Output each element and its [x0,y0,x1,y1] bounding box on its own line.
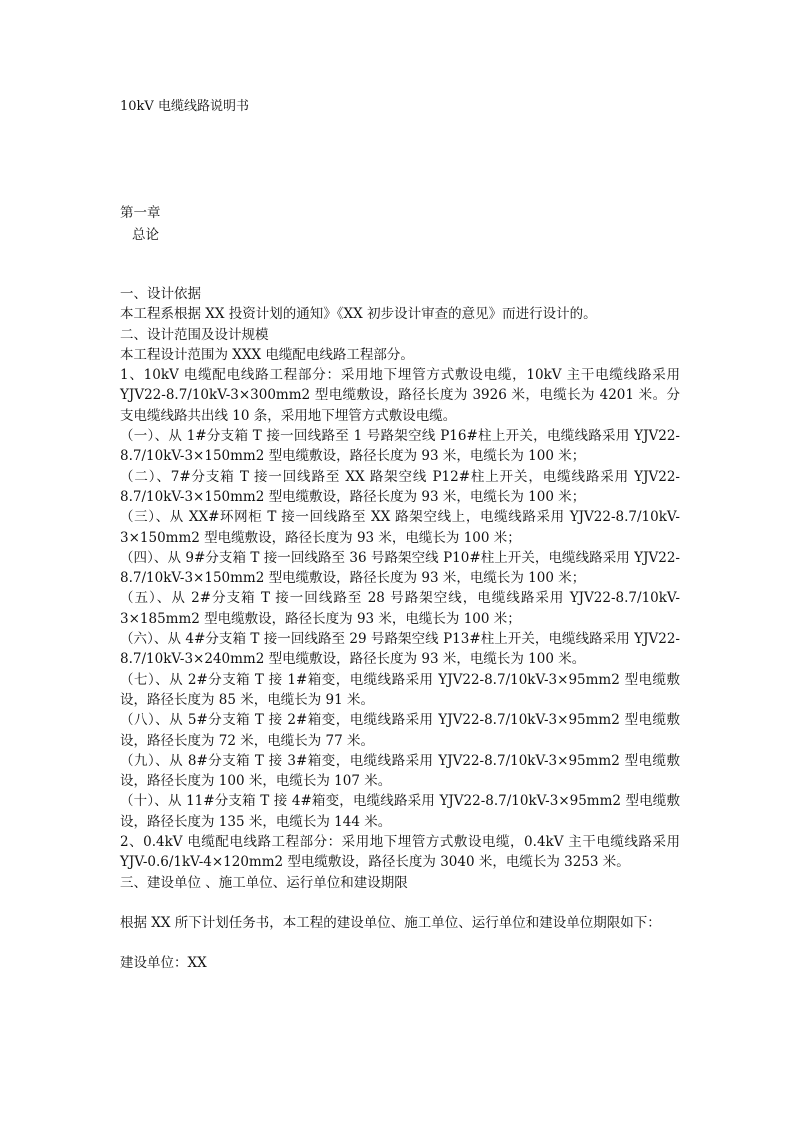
branch-item-1: （一）、从 1#分支箱 T 接一回线路至 1 号路架空线 P16#柱上开关，电缆线路采用 YJV22-8.7/10kV-3×150mm2 型电缆敷设，路径长度为 93 米，电缆长为 100 米； [120,428,680,465]
document-title: 10kV 电缆线路说明书 [120,99,249,114]
units-paragraph: 根据 XX 所下计划任务书，本工程的建设单位、施工单位、运行单位和建设单位期限如下： [120,914,661,931]
branch-item-6: （六）、从 4#分支箱 T 接一回线路至 29 号路架空线 P13#柱上开关，电缆线路采用 YJV22-8.7/10kV-3×240mm2 型电缆敷设，路径长度为 93 米，电缆长为 100 米。 [120,631,680,668]
branch-item-10: （十）、从 11#分支箱 T 接 4#箱变，电缆线路采用 YJV22-8.7/10kV-3×95mm2 型电缆敷设，路径长度为 135 米，电缆长为 144 米。 [120,793,680,830]
construction-unit: 建设单位：XX [120,955,207,972]
spacer [120,933,680,953]
spacer [120,893,680,913]
branch-item-2: （二）、7#分支箱 T 接一回线路至 XX 路架空线 P12#柱上开关，电缆线路采用 YJV22-8.7/10kV-3×150mm2 型电缆敷设，路径长度为 93 米，电缆长为 100 米； [120,468,680,505]
scope-item-10kv: 1、10kV 电缆配电线路工程部分：采用地下埋管方式敷设电缆，10kV 主干电缆线路采用 YJV22-8.7/10kV-3×300mm2 型电缆敷设，路径长度为 3926 米，电缆长为 4201 米。分支电缆线路共出线 10 条，采用地下埋管方式敷设电缆。 [120,367,680,424]
scope-item-04kv: 2、0.4kV 电缆配电线路工程部分：采用地下埋管方式敷设电缆，0.4kV 主干电缆线路采用 YJV-0.6/1kV-4×120mm2 型电缆敷设，路径长度为 3040 米，电缆长为 3253 米。 [120,834,680,871]
document-body [120,284,680,974]
branch-item-7: （七）、从 2#分支箱 T 接 1#箱变，电缆线路采用 YJV22-8.7/10kV-3×95mm2 型电缆敷设，路径长度为 85 米，电缆长为 91 米。 [120,671,680,708]
scope-paragraph: 本工程设计范围为 XXX 电缆配电线路工程部分。 [120,346,414,363]
branch-item-9: （九）、从 8#分支箱 T 接 3#箱变，电缆线路采用 YJV22-8.7/10kV-3×95mm2 型电缆敷设，路径长度为 100 米，电缆长为 107 米。 [120,752,680,790]
section-heading-basis: 一、设计依据 [120,286,201,302]
chapter-heading: 第一章 [120,205,161,221]
branch-item-8: （八）、从 5#分支箱 T 接 2#箱变，电缆线路采用 YJV22-8.7/10kV-3×95mm2 型电缆敷设，路径长度为 72 米，电缆长为 77 米。 [120,712,680,749]
branch-item-3: （三）、从 XX#环网柜 T 接一回线路至 XX 路架空线上，电缆线路采用 YJV22-8.7/10kV-3×150mm2 型电缆敷设，路径长度为 93 米，电缆长为 100 米； [120,509,680,546]
section-heading-scope: 二、设计范围及设计规模 [120,326,269,343]
chapter-subtitle: 总论 [132,227,159,243]
branch-item-5: （五）、从 2#分支箱 T 接一回线路至 28 号路架空线，电缆线路采用 YJV22-8.7/10kV-3×185mm2 型电缆敷设，路径长度为 93 米，电缆长为 100 米； [120,590,680,627]
basis-paragraph: 本工程系根据 XX 投资计划的通知》《XX 初步设计审查的意见》而进行设计的。 [120,306,597,323]
branch-item-4: （四）、从 9#分支箱 T 接一回线路至 36 号路架空线 P10#柱上开关，电缆线路采用 YJV22-8.7/10kV-3×150mm2 型电缆敷设，路径长度为 93 米，电缆长为 100 米； [120,549,680,587]
section-heading-units: 三、建设单位 、施工单位、运行单位和建设期限 [120,874,408,891]
